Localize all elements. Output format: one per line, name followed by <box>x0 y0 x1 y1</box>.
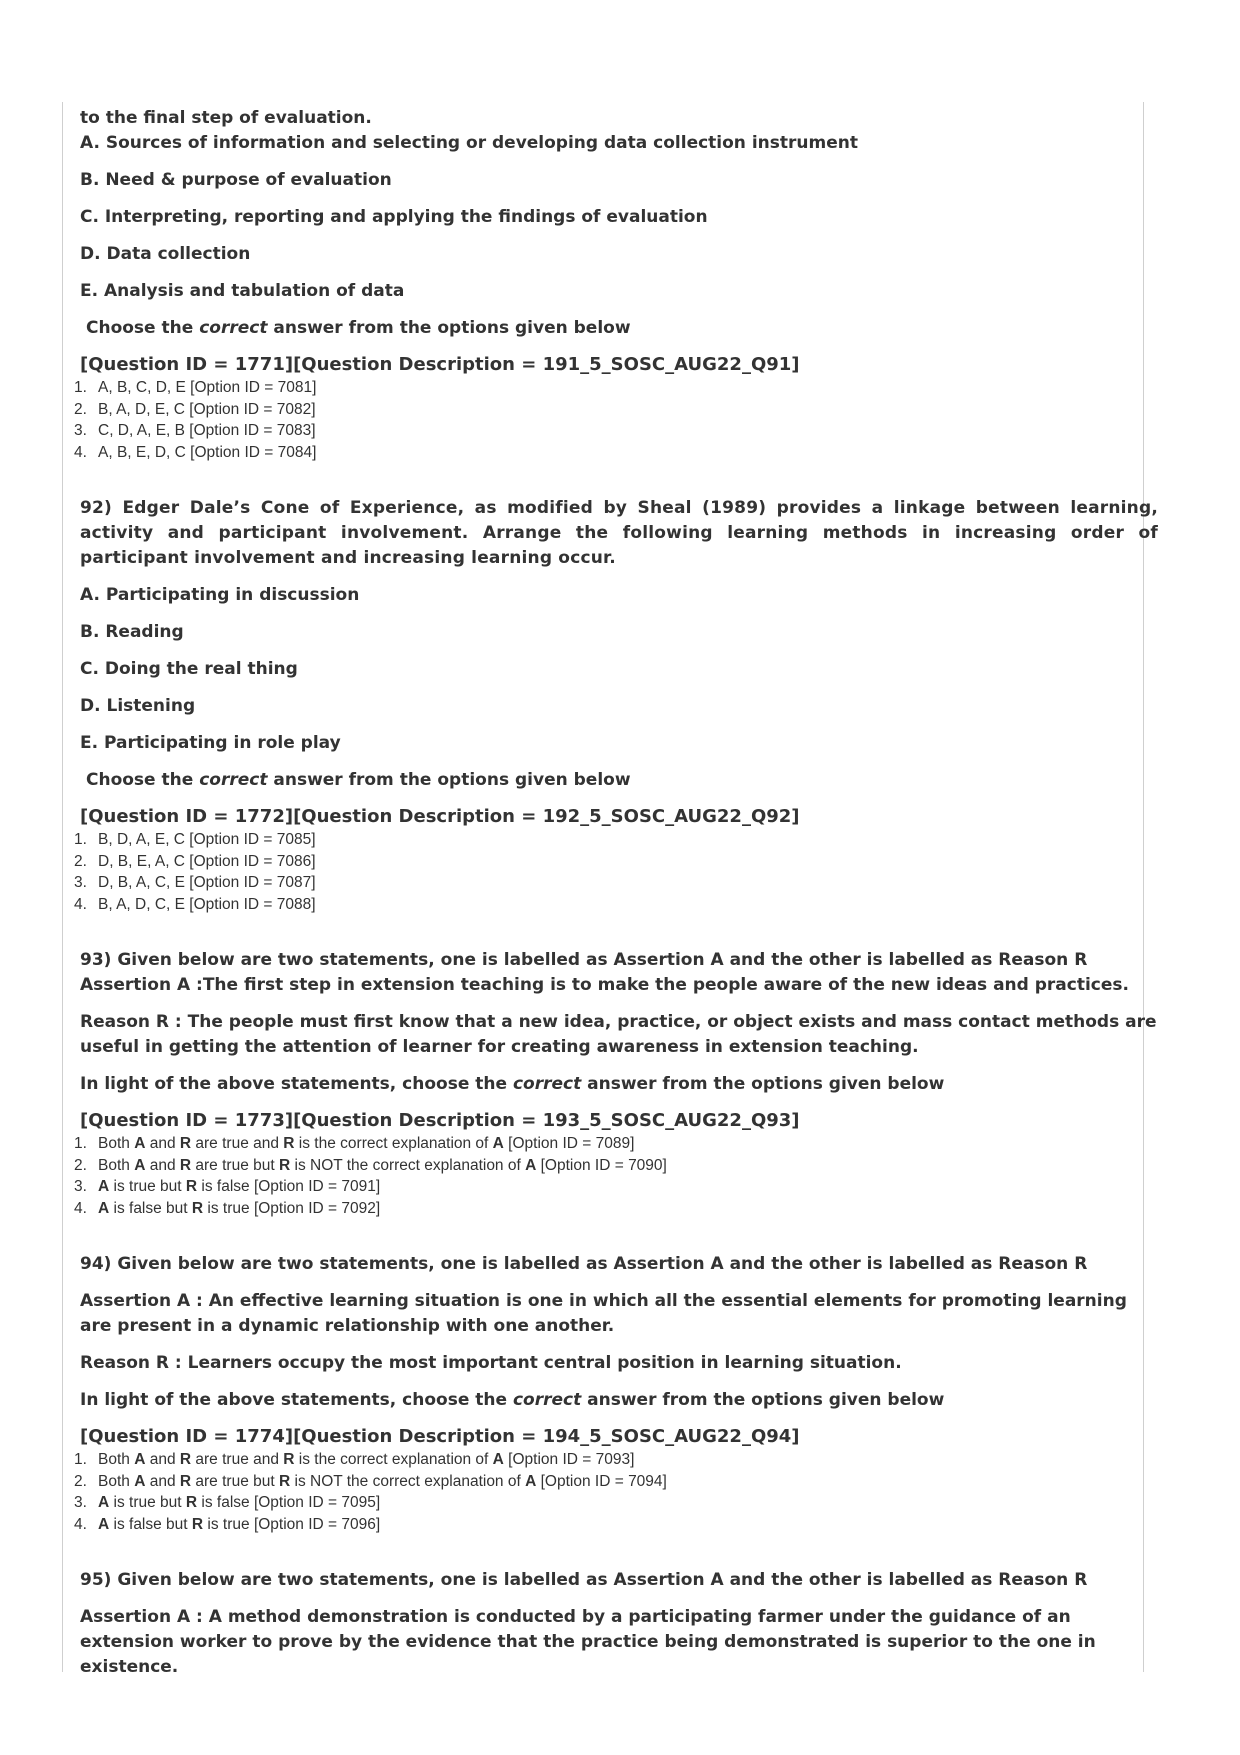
choose-instruction: Choose the correct answer from the options given below <box>86 318 631 338</box>
answer-option: 4. A, B, E, D, C [Option ID = 7084] <box>74 443 317 461</box>
question-93 <box>74 948 1158 1219</box>
question-stem: 94) Given below are two statements, one is labelled as Assertion A and the other is labelled as Reason R <box>80 1254 1088 1274</box>
answer-option: 3. D, B, A, C, E [Option ID = 7087] <box>74 874 316 891</box>
answer-options <box>74 1133 1152 1219</box>
reason-statement: Reason R : The people must first know that a new idea, practice, or object exists and mass contact methods are useful in getting the attention of learner for creating awareness in extension teaching. <box>80 1012 1157 1057</box>
answer-option: 3. A is true but R is false [Option ID = 7095] <box>74 1494 381 1511</box>
question-stem: 92) Edger Dale’s Cone of Experience, as modified by Sheal (1989) provides a linkage between learning, activity and participant involvement. Arrange the following learning methods in increasing order of participant involvement and increasing learning occur. <box>80 498 1158 568</box>
assertion-statement: Assertion A :The first step in extension teaching is to make the people aware of the new ideas and practices. <box>80 975 1129 995</box>
answer-option: 1. Both A and R are true and R is the correct explanation of A [Option ID = 7093] <box>74 1451 635 1468</box>
answer-option: 1. B, D, A, E, C [Option ID = 7085] <box>74 831 316 848</box>
reason-statement: Reason R : Learners occupy the most important central position in learning situation. <box>80 1353 902 1373</box>
statement-item: A. Participating in discussion <box>80 585 360 605</box>
choose-instruction: In light of the above statements, choose the correct answer from the options given below <box>80 1074 945 1094</box>
answer-option: 2. D, B, E, A, C [Option ID = 7086] <box>74 852 316 870</box>
answer-option: 3. A is true but R is false [Option ID = 7091] <box>74 1178 381 1195</box>
choose-instruction: Choose the correct answer from the options given below <box>86 770 631 790</box>
answer-option: 1. Both A and R are true and R is the correct explanation of A [Option ID = 7089] <box>74 1135 635 1152</box>
question-stem: 93) Given below are two statements, one is labelled as Assertion A and the other is labelled as Reason R <box>80 950 1088 970</box>
answer-options <box>74 829 1152 915</box>
question-95 <box>80 1568 1158 1680</box>
question-content <box>74 106 1158 1692</box>
statement-item: C. Doing the real thing <box>80 659 298 679</box>
statement-item: E. Analysis and tabulation of data <box>80 281 405 301</box>
question-stem: 95) Given below are two statements, one is labelled as Assertion A and the other is labelled as Reason R <box>80 1570 1088 1590</box>
answer-options <box>74 1449 1152 1535</box>
question-stem-tail: to the final step of evaluation. <box>80 108 372 128</box>
answer-option: 1. A, B, C, D, E [Option ID = 7081] <box>74 379 317 396</box>
answer-option: 3. C, D, A, E, B [Option ID = 7083] <box>74 422 316 439</box>
question-id: [Question ID = 1771][Question Description = 191_5_SOSC_AUG22_Q91] <box>80 354 800 375</box>
assertion-statement: Assertion A : A method demonstration is conducted by a participating farmer under the guidance of an extension worker to prove by the evidence that the practice being demonstrated is superior to the one in existence. <box>80 1607 1096 1677</box>
answer-options <box>74 377 1152 463</box>
assertion-statement: Assertion A : An effective learning situation is one in which all the essential elements for promoting learning are present in a dynamic relationship with one another. <box>80 1291 1127 1336</box>
statement-item: B. Reading <box>80 622 184 642</box>
statement-item: D. Data collection <box>80 244 251 264</box>
question-92 <box>74 496 1158 915</box>
question-id: [Question ID = 1772][Question Description = 192_5_SOSC_AUG22_Q92] <box>80 806 800 827</box>
question-94 <box>74 1252 1158 1535</box>
choose-instruction: In light of the above statements, choose the correct answer from the options given below <box>80 1390 945 1410</box>
question-id: [Question ID = 1774][Question Description = 194_5_SOSC_AUG22_Q94] <box>80 1426 800 1447</box>
statement-item: D. Listening <box>80 696 196 716</box>
statement-item: B. Need & purpose of evaluation <box>80 170 392 190</box>
answer-option: 4. A is false but R is true [Option ID = 7096] <box>74 1515 381 1533</box>
answer-option: 2. B, A, D, E, C [Option ID = 7082] <box>74 400 316 418</box>
statement-item: A. Sources of information and selecting or developing data collection instrument <box>80 133 858 153</box>
question-91 <box>74 106 1158 463</box>
answer-option: 4. B, A, D, C, E [Option ID = 7088] <box>74 895 316 913</box>
answer-option: 2. Both A and R are true but R is NOT the correct explanation of A [Option ID = 7094] <box>74 1472 667 1490</box>
answer-option: 4. A is false but R is true [Option ID = 7092] <box>74 1199 381 1217</box>
question-id: [Question ID = 1773][Question Description = 193_5_SOSC_AUG22_Q93] <box>80 1110 800 1131</box>
answer-option: 2. Both A and R are true but R is NOT the correct explanation of A [Option ID = 7090] <box>74 1156 667 1174</box>
statement-item: C. Interpreting, reporting and applying the findings of evaluation <box>80 207 708 227</box>
statement-item: E. Participating in role play <box>80 733 341 753</box>
